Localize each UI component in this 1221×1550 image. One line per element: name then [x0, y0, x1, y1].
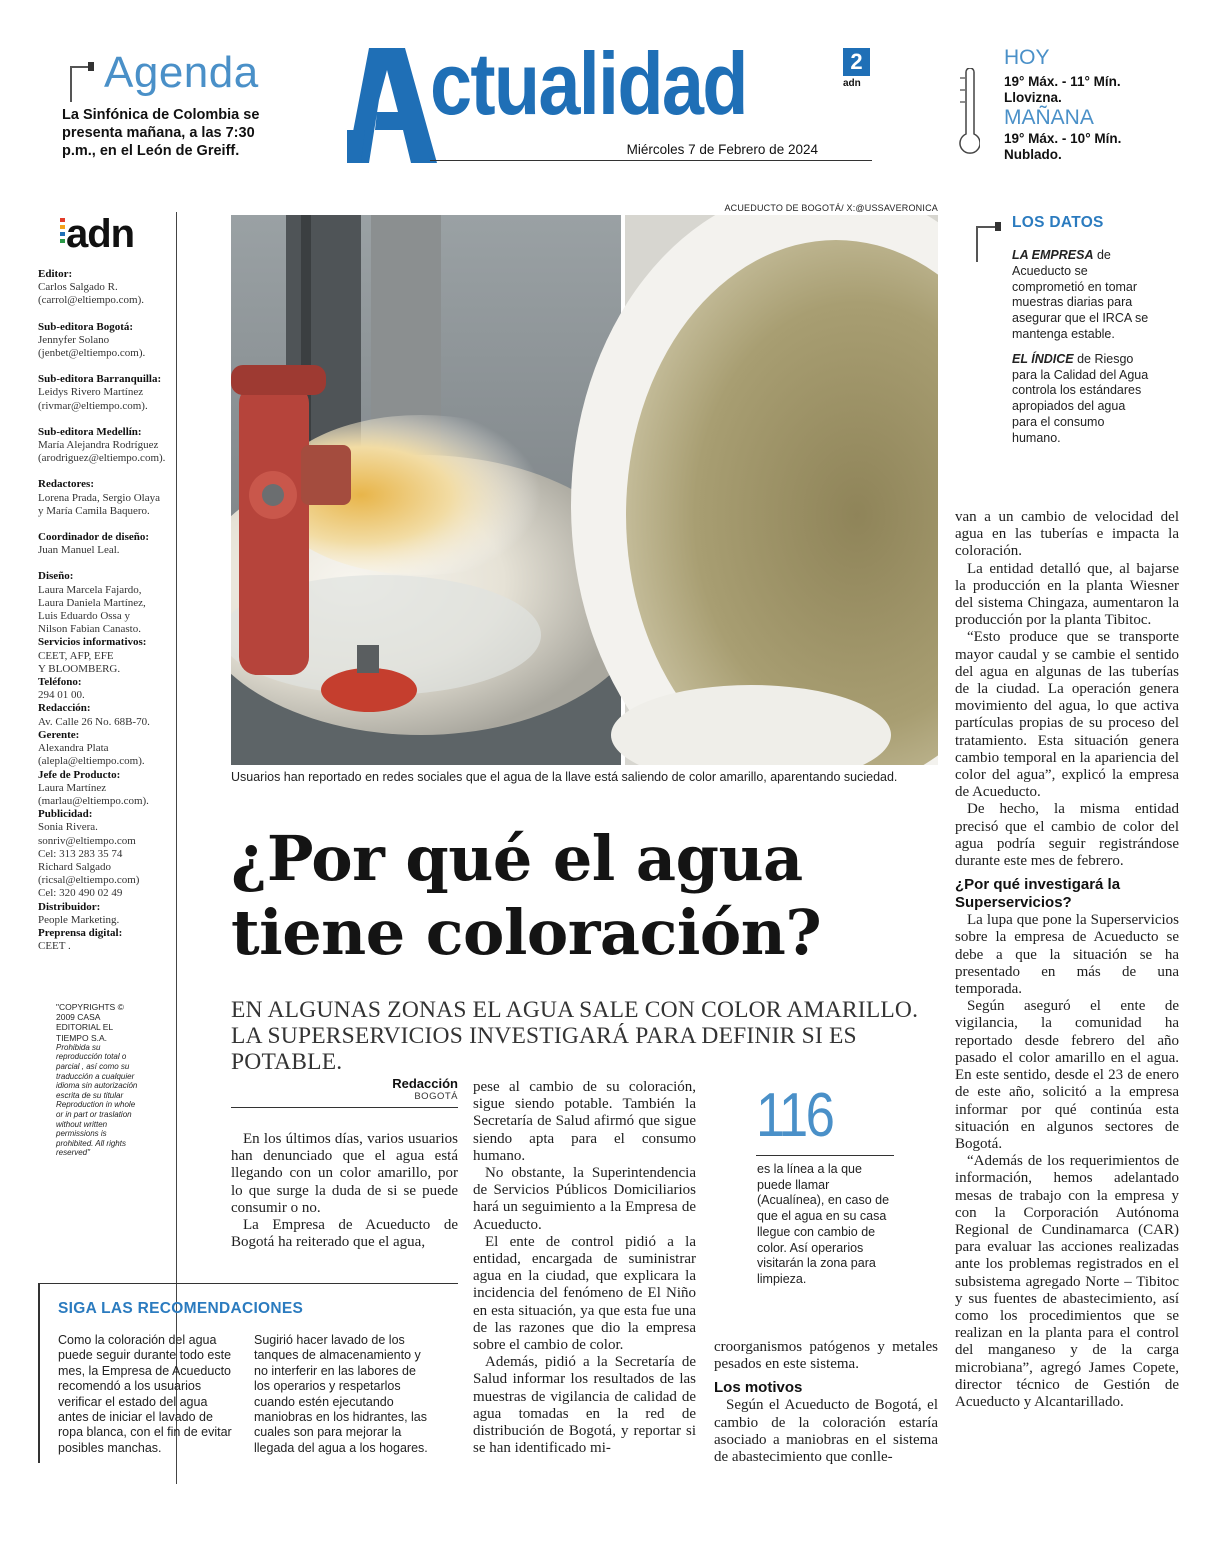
agenda-title: Agenda	[104, 48, 259, 97]
staff-line: Av. Calle 26 No. 68B-70.	[38, 715, 150, 728]
stat-text: es la línea a la que puede llamar (Acualínea), en caso de que el agua en su casa llegue con cambio de color. Así operarios visitarán la zona para limpieza.	[757, 1162, 890, 1286]
staff-line: y María Camila Baquero.	[38, 504, 150, 517]
staff-entry	[38, 268, 176, 308]
staff-line: Laura Martínez	[38, 781, 107, 794]
staff-role: Sub-editora Medellín:	[38, 425, 142, 438]
staff-line: (arodriguez@eltiempo.com).	[38, 452, 166, 465]
stat-number: 116	[756, 1081, 833, 1150]
issue-date: Miércoles 7 de Febrero de 2024	[626, 142, 818, 157]
section-title: ctualidad	[430, 34, 747, 133]
staff-role: Redactores:	[38, 478, 94, 491]
agenda-bracket	[70, 66, 94, 102]
article-headline: ¿Por qué el agua tiene coloración?	[231, 822, 822, 969]
staff-line: Sonia Rivera.	[38, 821, 98, 834]
staff-line: (carrol@eltiempo.com).	[38, 294, 145, 307]
staff-line: Nilson Fabian Canasto.	[38, 623, 141, 636]
weather-tomorrow-desc: Nublado.	[1004, 147, 1062, 162]
paragraph: La lupa que pone la Superservicios sobre la empresa de Acueducto se debe a que la situación se ha presentado en más de una temporada.	[955, 912, 1179, 998]
staff-entry	[38, 636, 176, 676]
paragraph: croorganismos patógenos y metales pesados en este sistema.	[714, 1339, 938, 1373]
staff-role: Distribuidor:	[38, 900, 101, 913]
staff-line: (marlau@eltiempo.com).	[38, 794, 149, 807]
staff-line: Juan Manuel Leal.	[38, 544, 120, 557]
datos-box	[1012, 248, 1152, 447]
staff-line: Laura Daniela Martínez,	[38, 596, 146, 609]
paragraph: De hecho, la misma entidad precisó que el cambio de color del agua podría seguir registrándose durante este mes de febrero.	[955, 801, 1179, 870]
adn-logo-bars	[60, 216, 65, 246]
paragraph: van a un cambio de velocidad del agua en las tuberías e impacta la coloración.	[955, 509, 1179, 560]
header-rule	[430, 160, 872, 161]
staff-line: Luis Eduardo Ossa y	[38, 610, 130, 623]
paragraph: Además, pidió a la Secretaría de Salud informar los resultados de las muestras de vigilancia de calidad de agua tomadas en la red de distribución de Bogotá, y reportar si se han identificado mi-	[473, 1354, 696, 1457]
staff-role: Gerente:	[38, 728, 80, 741]
photo-credit: ACUEDUCTO DE BOGOTÁ/ X:@USSAVERONICA	[724, 203, 938, 213]
section-logo-a	[347, 48, 437, 163]
reco-top-rule	[38, 1283, 458, 1284]
staff-line: (ricsal@eltiempo.com)	[38, 874, 140, 887]
staff-role: Servicios informativos:	[38, 636, 147, 649]
page-number: 2	[843, 48, 870, 76]
reco-column-2: Sugirió hacer lavado de los tanques de almacenamiento y no interferir en las labores de los operarios y respetarlos cuando estén ejecutando maniobras en los hidrantes, las cuales son para mejorar la llegada del agua a los hogares.	[254, 1333, 428, 1455]
staff-entry	[38, 373, 176, 413]
body-column-4	[955, 509, 1179, 1411]
staff-entry	[38, 729, 176, 769]
body-column-3	[714, 1339, 938, 1466]
staff-entry	[38, 426, 176, 466]
staff-role: Sub-editora Barranquilla:	[38, 373, 162, 386]
paragraph: “Esto produce que se transporte mayor caudal y se cambie el sentido del agua en algunas de las tuberías de la ciudad. La operación genera movimiento del agua, lo que activa partículas propias de su proceso del tratamiento. Esta situación genera cambio temporal en la apariencia del color del agua”, explicó la empresa de Acueducto.	[955, 629, 1179, 801]
paragraph: La Empresa de Acueducto de Bogotá ha reiterado que el agua,	[231, 1217, 458, 1251]
datos-item-1-lead: LA EMPRESA	[1012, 248, 1094, 262]
adn-logo: adn	[66, 212, 135, 256]
reco-column-1: Como la coloración del agua puede seguir durante todo este mes, la Empresa de Acueducto recomendó a los usuarios verificar el estado del agua antes de iniciar el lavado de ropa blanca, con el fin de evitar posibles manchas.	[58, 1333, 232, 1455]
staff-entry	[38, 808, 176, 900]
subhead-los-motivos: Los motivos	[714, 1379, 803, 1397]
paragraph: En los últimos días, varios usuarios han denunciado que el agua está llegando con un color amarillo, por lo que surge la duda de si se puede consumir o no.	[231, 1131, 458, 1216]
weather-today-temp: 19° Máx. - 11° Mín.	[1004, 74, 1121, 89]
byline-city: BOGOTÁ	[414, 1091, 458, 1102]
staff-line: Cel: 313 283 35 74	[38, 847, 123, 860]
staff-line: Cel: 320 490 02 49	[38, 887, 123, 900]
staff-line: (alepla@eltiempo.com).	[38, 755, 145, 768]
copyright-notice	[56, 1002, 140, 1158]
staff-line: Y BLOOMBERG.	[38, 662, 121, 675]
staff-entry	[38, 927, 176, 953]
byline	[300, 1076, 458, 1102]
staff-entry	[38, 901, 176, 927]
staff-line: Alexandra Plata	[38, 742, 109, 755]
reco-title: SIGA LAS RECOMENDACIONES	[58, 1300, 304, 1317]
staff-line: Leidys Rivero Martínez	[38, 386, 144, 399]
agenda-dot	[88, 62, 94, 71]
datos-item-2-text: de Riesgo para la Calidad del Agua controla los estándares apropiados del agua para el consumo humano.	[1012, 351, 1149, 445]
paragraph: Según el Acueducto de Bogotá, el cambio de la coloración estaría asociado a maniobras en el sistema de abastecimiento que conlle-	[714, 1397, 938, 1466]
agenda-text: La Sinfónica de Colombia se presenta mañana, a las 7:30 p.m., en el León de Greiff.	[62, 107, 260, 159]
staff-line: Jennyfer Solano	[38, 333, 110, 346]
staff-line: People Marketing.	[38, 913, 120, 926]
datos-item-2	[1012, 352, 1152, 447]
staff-role: Jefe de Producto:	[38, 768, 121, 781]
paragraph: La entidad detalló que, al bajarse la producción en la planta Wiesner del sistema Chingaza, aumentaron la producción por la planta Tibitoc.	[955, 560, 1179, 629]
paragraph: El ente de control pidió a la entidad, encargada de suministrar agua en la ciudad, que explicara la incidencia del fenómeno de El Niño en esta situación, ya que esta fue una de las razones que dio la empresa sobre el cambio de color.	[473, 1233, 696, 1354]
page-brand: adn	[843, 78, 861, 89]
byline-rule	[231, 1107, 458, 1108]
staff-entry	[38, 769, 176, 809]
copyright-body: Prohibida su reproducción total o parcial , así como su traducción a cualquier idioma sin autorización escrita de su titular Reproduction in whole or in part or traslation without written permissions is prohibited. All rights reserved"	[56, 1042, 138, 1158]
staff-role: Teléfono:	[38, 676, 82, 689]
staff-role: Diseño:	[38, 570, 74, 583]
datos-title: LOS DATOS	[1012, 214, 1104, 231]
staff-entry	[38, 676, 176, 702]
staff-line: sonriv@eltiempo.com	[38, 834, 136, 847]
staff-entry	[38, 702, 176, 728]
staff-line: CEET, AFP, EFE	[38, 649, 114, 662]
staff-role: Editor:	[38, 268, 73, 280]
paragraph: No obstante, la Superintendencia de Servicios Públicos Domiciliarios hará un seguimiento a la Empresa de Acueducto.	[473, 1165, 696, 1233]
staff-line: Carlos Salgado R.	[38, 281, 118, 294]
paragraph: pese al cambio de su coloración, sigue siendo potable. También la Secretaría de Salud afirmó que sigue siendo apta para el consumo humano.	[473, 1079, 696, 1164]
staff-line: Laura Marcela Fajardo,	[38, 583, 142, 596]
staff-role: Preprensa digital:	[38, 926, 123, 939]
staff-role: Sub-editora Bogotá:	[38, 320, 134, 333]
staff-line: Richard Salgado	[38, 860, 112, 873]
copyright-head: "COPYRIGHTS © 2009 CASA EDITORIAL EL TIEMPO S.A.	[56, 1002, 124, 1043]
datos-item-1-text: de Acueducto se comprometió en tomar muestras diarias para asegurar que el IRCA se mantenga estable.	[1012, 248, 1149, 341]
article-photo	[231, 215, 938, 765]
subhead-superservicios: ¿Por qué investigará la Superservicios?	[955, 876, 1121, 912]
staff-entry	[38, 531, 176, 557]
hydrant-and-cup-illustration	[231, 215, 938, 765]
body-column-2	[473, 1079, 696, 1457]
datos-item-2-lead: EL ÍNDICE	[1012, 351, 1074, 366]
weather-today-desc: Lloviznа.	[1004, 90, 1062, 105]
paragraph: “Además de los requerimientos de información, hemos adelantado mesas de trabajo con la empresa y con la Corporación Autónoma Regional de Cundinamarca (CAR) para evaluar las acciones realizadas ante los problemas registrados en el subsistema agregado Norte – Tibitoc y sus fuentes de abastecimiento, así como los procedimientos que se realizan en la planta para el control del manganeso y de la carga microbiana”, agregó James Copete, director técnico de Gestión de Acueducto y Alcantarillado.	[955, 1153, 1179, 1410]
photo-caption: Usuarios han reportado en redes sociales que el agua de la llave está saliendo de color amarillo, aparentando suciedad.	[231, 770, 898, 784]
reco-side-rule	[38, 1283, 40, 1463]
weather-tomorrow-label: MAÑANA	[1004, 106, 1094, 129]
staff-entry	[38, 570, 176, 636]
staff-role: Redacción:	[38, 702, 91, 715]
staff-line: 294 01 00.	[38, 689, 85, 702]
staff-role: Publicidad:	[38, 808, 93, 821]
paragraph: Según aseguró el ente de vigilancia, la comunidad ha reportado desde febrero del año pasado el color amarillo en el agua. En este sentido, desde el 23 de enero de este año, solicitó a la empresa informar por qué continúa esta situación en algunos sectores de Bogotá.	[955, 998, 1179, 1152]
body-column-1	[231, 1131, 458, 1251]
thermometer-icon	[958, 68, 980, 160]
staff-entry	[38, 321, 176, 361]
staff-line: CEET .	[38, 940, 71, 953]
datos-item-1	[1012, 248, 1152, 343]
staff-line: (jenbet@eltiempo.com).	[38, 347, 146, 360]
datos-dot	[995, 222, 1001, 231]
staff-line: María Alejandra Rodríguez	[38, 439, 159, 452]
staff-role: Coordinador de diseño:	[38, 531, 150, 544]
datos-bracket	[976, 226, 998, 262]
stat-rule	[756, 1155, 894, 1156]
staff-box	[38, 268, 176, 953]
weather-tomorrow-temp: 19° Máx. - 10° Mín.	[1004, 131, 1122, 146]
staff-divider	[176, 212, 177, 1484]
staff-line: (rivmar@eltiempo.com).	[38, 399, 148, 412]
staff-line: Lorena Prada, Sergio Olaya	[38, 491, 160, 504]
staff-entry	[38, 478, 176, 518]
weather-today-label: HOY	[1004, 46, 1050, 69]
article-deck: EN ALGUNAS ZONAS EL AGUA SALE CON COLOR AMARILLO. LA SUPERSERVICIOS INVESTIGARÁ PARA DEFINIR SI ES POTABLE.	[231, 997, 919, 1075]
byline-author: Redacción	[392, 1076, 458, 1091]
